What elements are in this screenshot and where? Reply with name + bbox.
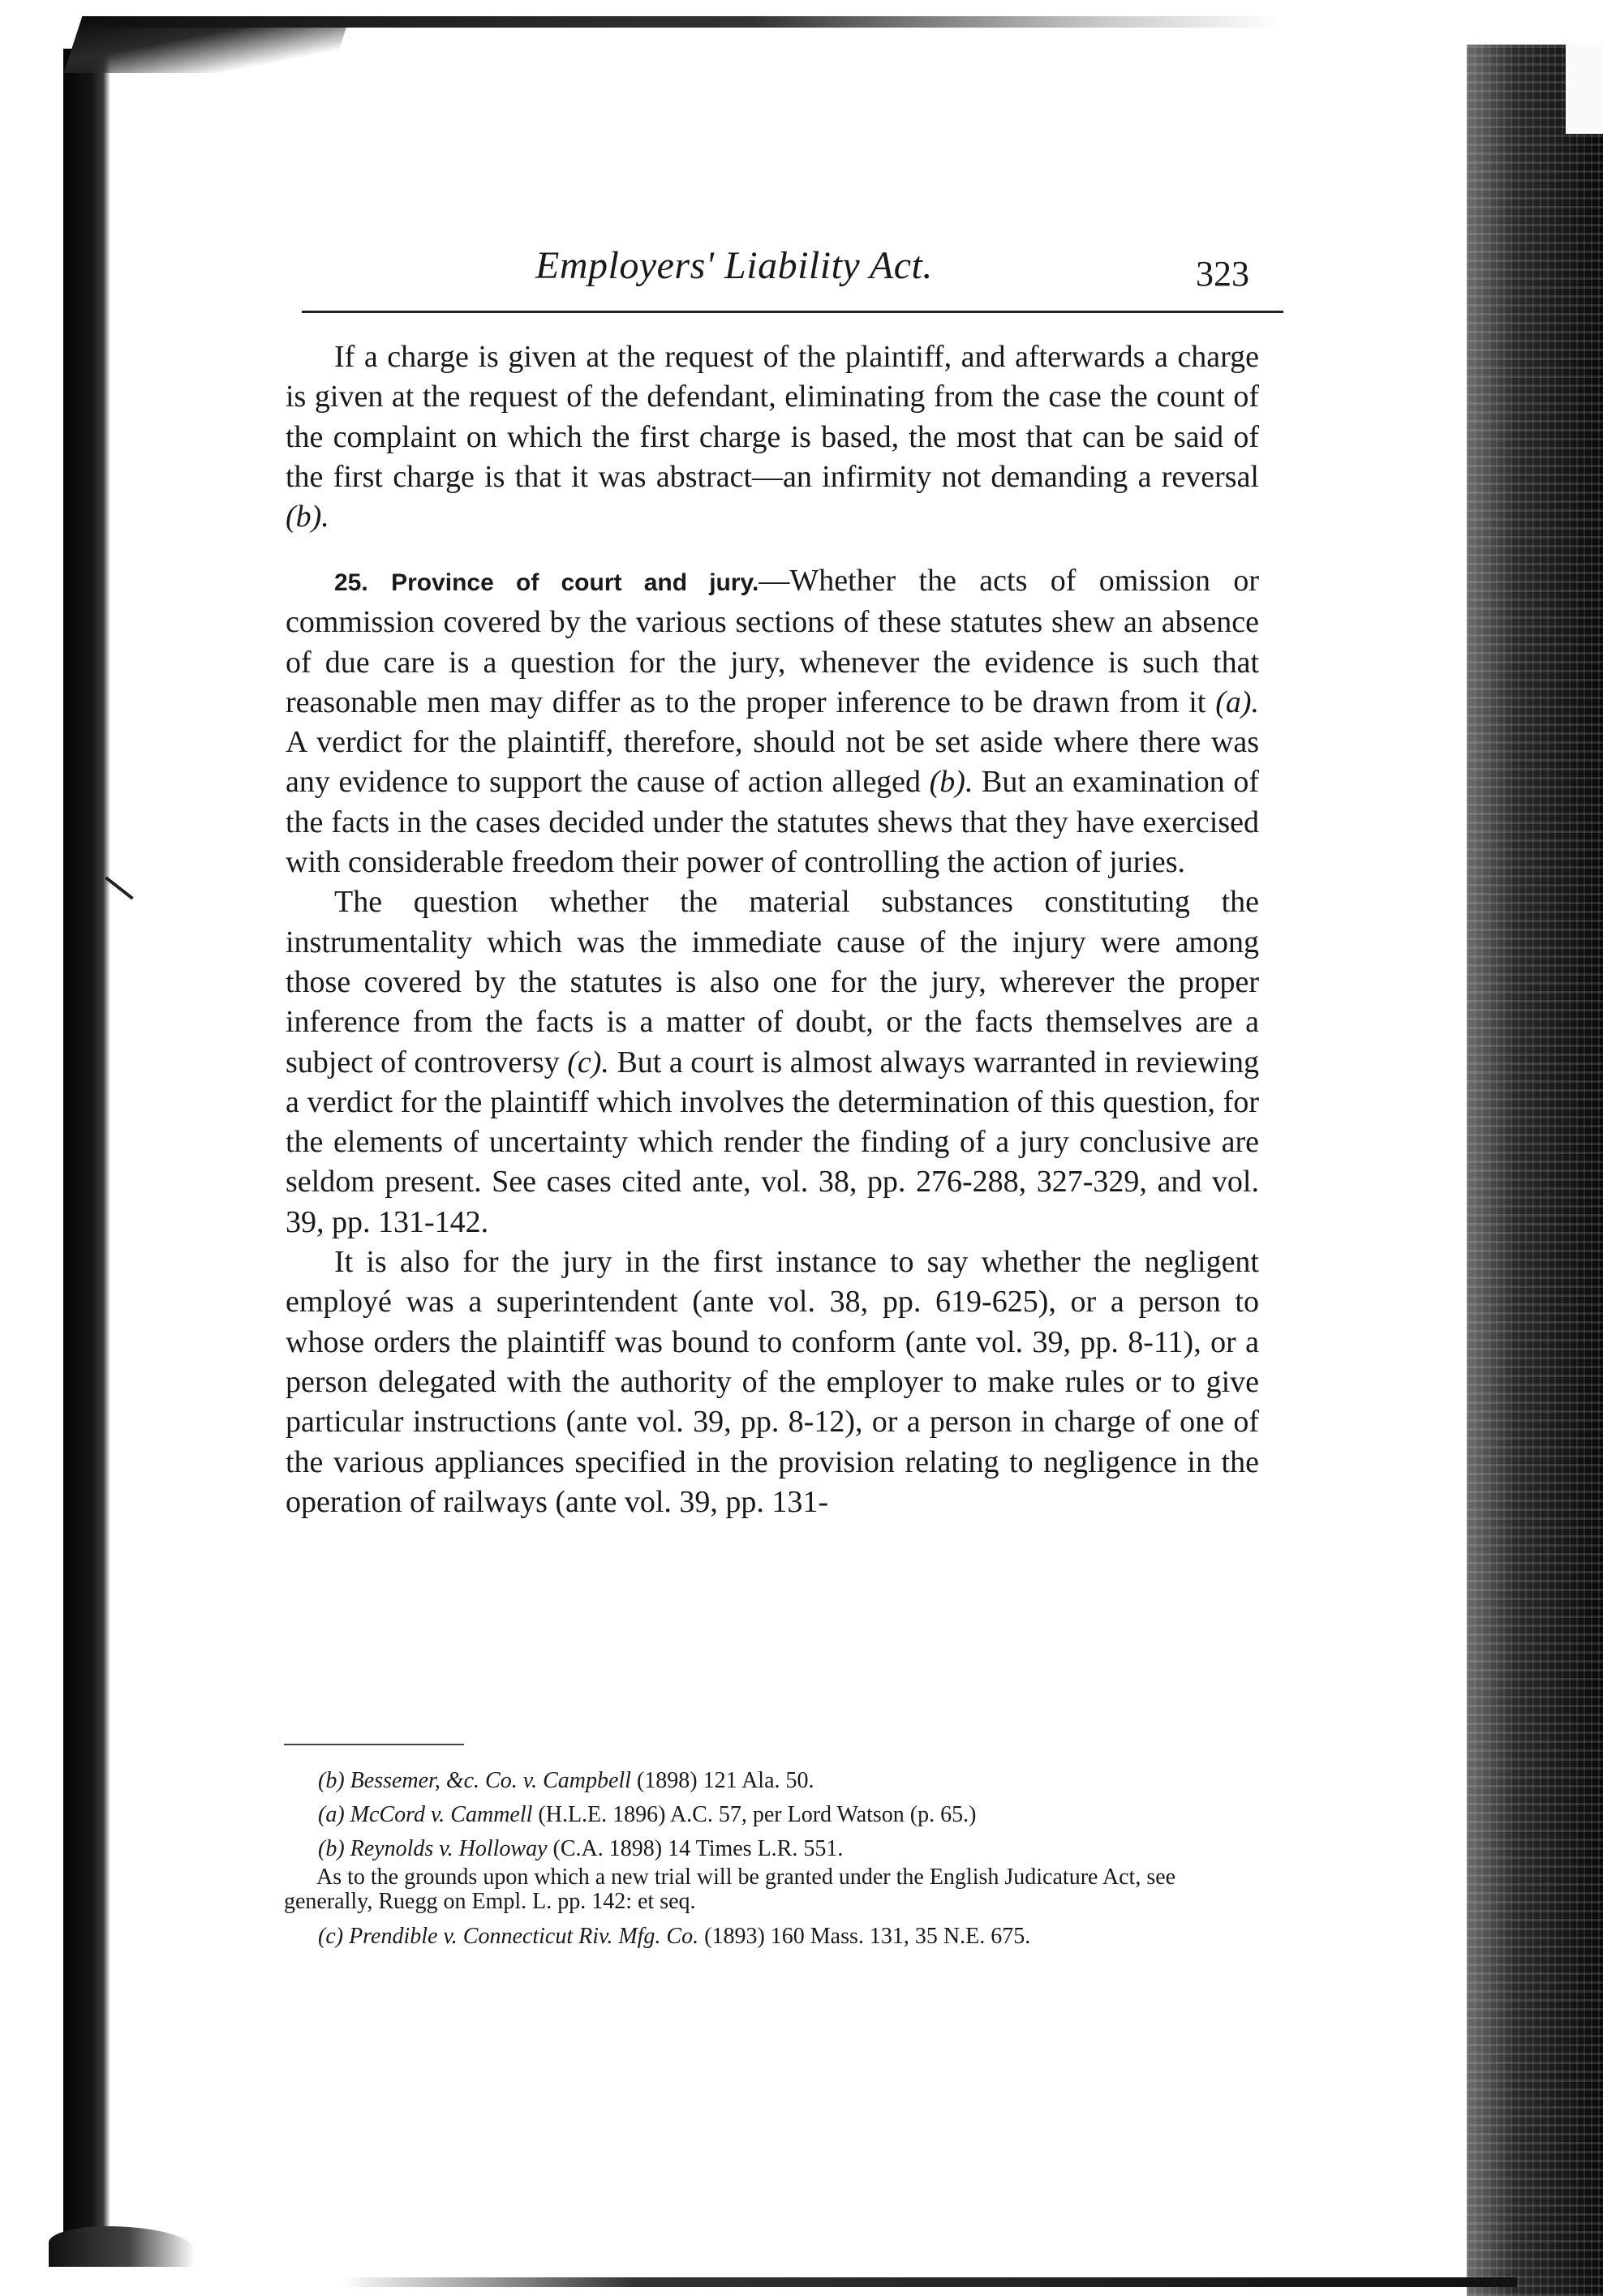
section-number: 25.: [334, 569, 368, 596]
case-name: Reynolds v. Holloway: [350, 1836, 548, 1861]
footnote-ref: (c).: [567, 1045, 609, 1079]
footnote: [318, 1799, 1257, 1831]
paragraph-text: A verdict for the plaintiff, therefore, should not be set aside where there was any evidence to support the cause of action alleged: [286, 725, 1259, 800]
page-number: 323: [1196, 254, 1249, 294]
paragraph-text: It is also for the jury in the first instance to say whether the negligent employé was a superintendent (ante vol. 38, pp. 619-625), or a person to whose orders the plaintiff was bound to conform (ante vol. 39, pp. 8-11), or a person delegated with the authority of the employer to make rules or to give particular instructions (ante vol. 39, pp. 8-12), or a person in charge of one of the various appliances specified in the provision relating to negligence in the operation of railways (ante vol. 39, pp. 131-: [286, 1245, 1259, 1519]
footnote-ref: (b).: [286, 500, 329, 534]
footnote-mark: (b): [318, 1768, 345, 1793]
scan-bottom-edge-shadow: [341, 2277, 1517, 2287]
footnote-mark: (a): [318, 1802, 345, 1827]
section-25: [286, 561, 1259, 1522]
paragraph-text: But an examination of the facts in the cases decided under the statutes shews that they have exercised with considerable freedom their power of controlling the action of juries.: [286, 765, 1260, 880]
citation: (C.A. 1898) 14 Times L.R. 551.: [552, 1836, 844, 1861]
footnote-note: As to the grounds upon which a new trial will be granted under the English Judicature Act, see generally, Ruegg on Empl. L. pp. 142: et seq.: [284, 1865, 1176, 1914]
footnote-ref: (a).: [1215, 685, 1260, 719]
citation: (1898) 121 Ala. 50.: [636, 1768, 814, 1793]
paragraph-text: But a court is almost always warranted in reviewing a verdict for the plaintiff which involves the determination of this question, for the elements of uncertainty which render the finding of a jury conclusive are seldom present. See cases cited ante, vol. 38, pp. 276-288, 327-329, and vol. 39, pp. 131-142.: [286, 1045, 1260, 1239]
case-name: Bessemer, &c. Co. v. Campbell: [350, 1768, 631, 1793]
case-name: Prendible v. Connecticut Riv. Mfg. Co.: [349, 1924, 699, 1949]
paragraph-charge: [286, 337, 1259, 537]
footnote: [318, 1920, 1257, 1953]
running-head-title: Employers' Liability Act.: [535, 244, 933, 287]
scan-right-edge-shadow: [1467, 45, 1603, 2296]
footnote-ref: (b).: [929, 765, 973, 800]
footnote-rule: [284, 1744, 464, 1745]
citation: (1893) 160 Mass. 131, 35 N.E. 675.: [704, 1924, 1031, 1949]
scan-top-edge-shadow: [105, 16, 1282, 28]
paragraph-text: —Whether the acts of omission or commission covered by the various sections of these statutes shew an absence of due care is a question for the jury, whenever the evidence is such that reasonable men may differ as to the proper inference to be drawn from it: [286, 564, 1260, 719]
scan-right-edge-gap: [1566, 45, 1603, 134]
section-title: Province of court and jury.: [391, 569, 759, 596]
footnote-mark: (b): [318, 1836, 345, 1861]
header-rule: [302, 311, 1283, 313]
paragraph-text: If a charge is given at the request of the plaintiff, and afterwards a charge is given at the request of the defendant, eliminating from the case the count of the complaint on which the first charge is based, the most that can be said of the first charge is that it was abstract—an infirmity not demanding a reversal: [286, 340, 1259, 494]
footnote-mark: (c): [318, 1924, 344, 1949]
scan-left-edge-shadow: [63, 49, 110, 2263]
citation: (H.L.E. 1896) A.C. 57, per Lord Watson (p. 65.): [538, 1802, 977, 1827]
case-name: McCord v. Cammell: [350, 1802, 533, 1827]
footnotes: [284, 1765, 1257, 1955]
paragraph-text: The question whether the material substances constituting the instrumentality which was the immediate cause of the injury were among those covered by the statutes is also one for the jury, wherever the proper inference from the facts is a matter of doubt, or the facts themselves are a subject of controversy: [286, 885, 1259, 1079]
footnote: [318, 1833, 1257, 1865]
footnote: [318, 1765, 1257, 1797]
scan-bottom-left-shadow: [49, 2226, 195, 2267]
